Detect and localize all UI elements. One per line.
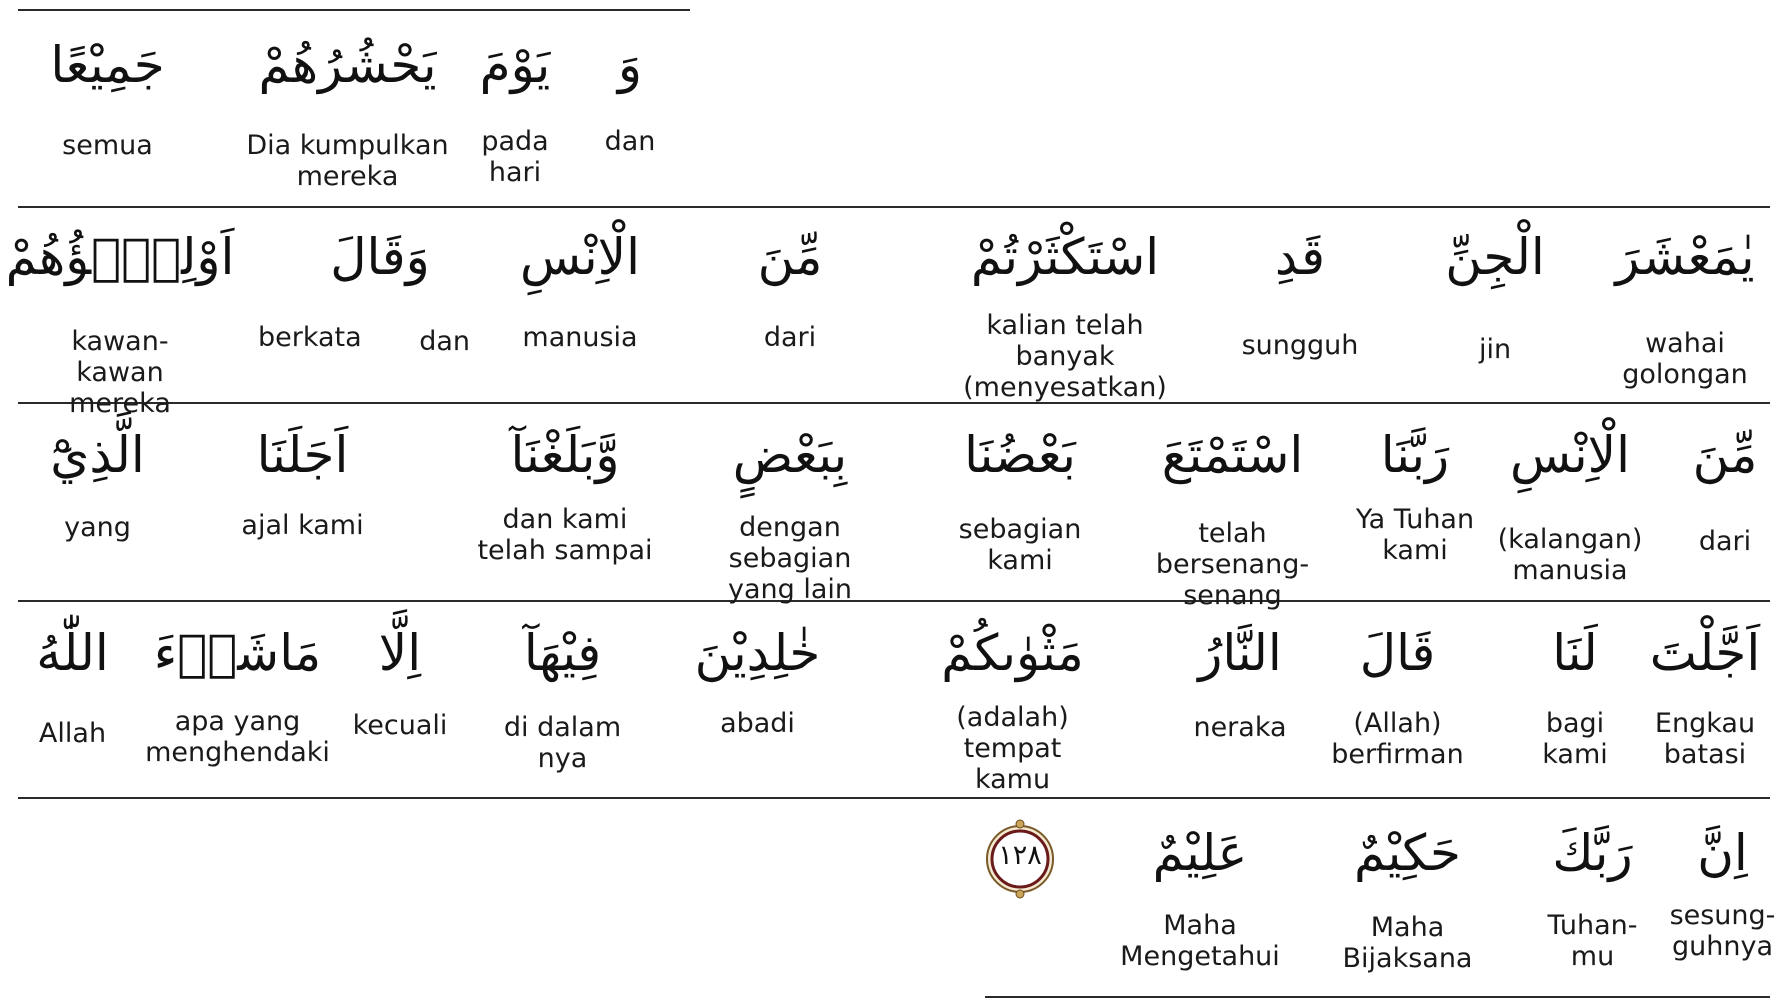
word-gloss: (kalangan) manusia [1497,524,1643,586]
arabic-word: اسْتَكْثَرْتُمْ [970,228,1160,286]
word-block [250,222,470,357]
word-gloss: kawan-kawan mereka [69,326,171,419]
arabic-word: اِنَّ [1697,824,1748,882]
arabic-word: الْاِنْسِ [1509,426,1631,484]
word-block [345,618,455,741]
word-block [1640,618,1770,770]
word-gloss-pair [250,322,470,357]
row-divider [18,206,1770,208]
word-block [1125,420,1340,611]
arabic-word: اسْتَمْتَعَ [1161,426,1304,484]
word-block [1495,420,1645,586]
word-gloss: di dalam nya [503,712,622,774]
word-block [740,222,840,353]
word-block [1345,420,1485,566]
word-gloss: manusia [522,322,638,353]
word-block [915,222,1215,403]
arabic-word: وَّبَلَغْنَآ [510,426,620,484]
arabic-word: رَبَّنَا [1380,426,1450,484]
word-block [495,618,630,774]
word-block [35,30,180,161]
word-gloss: bagi kami [1542,708,1608,770]
row-divider [18,402,1770,404]
word-block [145,618,330,768]
word-gloss: Dia kumpulkan mereka [246,130,449,192]
word-block [675,420,905,605]
word-block [590,30,670,157]
word-gloss: berkata [258,322,362,353]
word-block [1440,222,1550,365]
word-gloss: sesung- guhnya [1669,900,1776,962]
word-block [1180,618,1300,743]
word-gloss-and: dan [419,326,470,357]
arabic-word: فِيْهَآ [523,624,602,682]
word-gloss: kalian telah banyak (menyesatkan) [963,310,1167,403]
word-block [465,30,565,188]
arabic-word: لَنَا [1552,624,1598,682]
word-block [1535,818,1650,972]
word-gloss: Allah [38,718,107,749]
arabic-word: اَجَلَنَا [256,426,349,484]
word-gloss: (adalah) tempat kamu [956,702,1069,795]
word-block [515,222,645,353]
word-block [1305,818,1510,974]
arabic-word: عَلِيْمٌ [1152,824,1248,882]
row-divider [985,996,1770,998]
word-block [1525,618,1625,770]
arabic-word: مَثْوٰىكُمْ [941,624,1084,682]
word-block [5,222,235,419]
arabic-word: اللّٰهُ [36,624,109,682]
word-gloss: Maha Bijaksana [1342,912,1473,974]
word-block [1320,618,1475,770]
word-gloss: yang [64,512,131,543]
word-block [245,30,450,192]
arabic-word: مَاشَاۤءَ [153,624,322,682]
word-gloss: dengan sebagian yang lain [727,512,853,605]
word-gloss: dari [1698,526,1752,557]
arabic-word: مِّنَ [1692,426,1758,484]
arabic-word: جَمِيْعًا [50,36,165,94]
arabic-word: اَوْلِيٰۤؤُهُمْ [5,228,235,286]
word-gloss: jin [1478,334,1512,365]
word-gloss: sebagian kami [958,514,1082,576]
word-block [905,618,1120,795]
word-gloss: Tuhan- mu [1547,910,1638,972]
word-gloss: pada hari [481,126,549,188]
arabic-word: اَجَّلْتَ [1649,624,1761,682]
row-divider [18,797,1770,799]
word-block [945,420,1095,576]
word-gloss: neraka [1193,712,1287,743]
arabic-word: النَّارُ [1198,624,1282,682]
arabic-word: وَ [617,36,643,94]
word-gloss: dan [604,126,656,157]
row-divider [18,9,690,11]
arabic-word: بِبَعْضٍ [732,426,848,484]
word-block [1115,818,1285,972]
word-gloss: Engkau batasi [1654,708,1756,770]
arabic-word: يَحْشُرُهُمْ [258,36,437,94]
word-block [225,420,380,541]
word-gloss: (Allah) berfirman [1331,708,1464,770]
arabic-word: الْجِنِّ [1445,228,1545,286]
word-gloss: wahai golongan [1622,328,1748,390]
arabic-word: الَّذِيْٓ [50,426,145,484]
arabic-word: مِّنَ [757,228,823,286]
word-gloss: sungguh [1241,330,1359,361]
arabic-word: بَعْضُنَا [964,426,1076,484]
arabic-word: قَدِ [1274,228,1326,286]
arabic-word: اِلَّا [378,624,422,682]
word-gloss: apa yang menghendaki [145,706,330,768]
word-block [1665,818,1780,962]
word-gloss: kecuali [352,710,448,741]
arabic-word: خٰلِدِيْنَ [694,624,821,682]
word-gloss: ajal kami [241,510,364,541]
arabic-word: الْاِنْسِ [519,228,641,286]
word-block [1680,420,1770,557]
word-gloss: Ya Tuhan kami [1355,504,1475,566]
word-gloss: dan kami telah sampai [477,504,653,566]
word-gloss: abadi [720,708,795,739]
word-gloss: semua [62,130,153,161]
arabic-word: رَبَّكَ [1552,824,1633,882]
word-block [1610,222,1760,390]
word-block [475,420,655,566]
ayah-number: ١٢٨ [998,840,1042,871]
word-gloss: dari [763,322,817,353]
word-gloss: telah bersenang- senang [1155,518,1310,611]
arabic-word: حَكِيْمٌ [1354,824,1461,882]
word-gloss: Maha Mengetahui [1120,910,1280,972]
arabic-word: وَقَالَ [330,228,430,286]
word-block [25,618,120,749]
word-block [40,420,155,543]
word-block [690,618,825,739]
word-block [1235,222,1365,361]
arabic-word: يَوْمَ [479,36,551,94]
arabic-word: يٰمَعْشَرَ [1615,228,1755,286]
arabic-word: قَالَ [1359,624,1436,682]
